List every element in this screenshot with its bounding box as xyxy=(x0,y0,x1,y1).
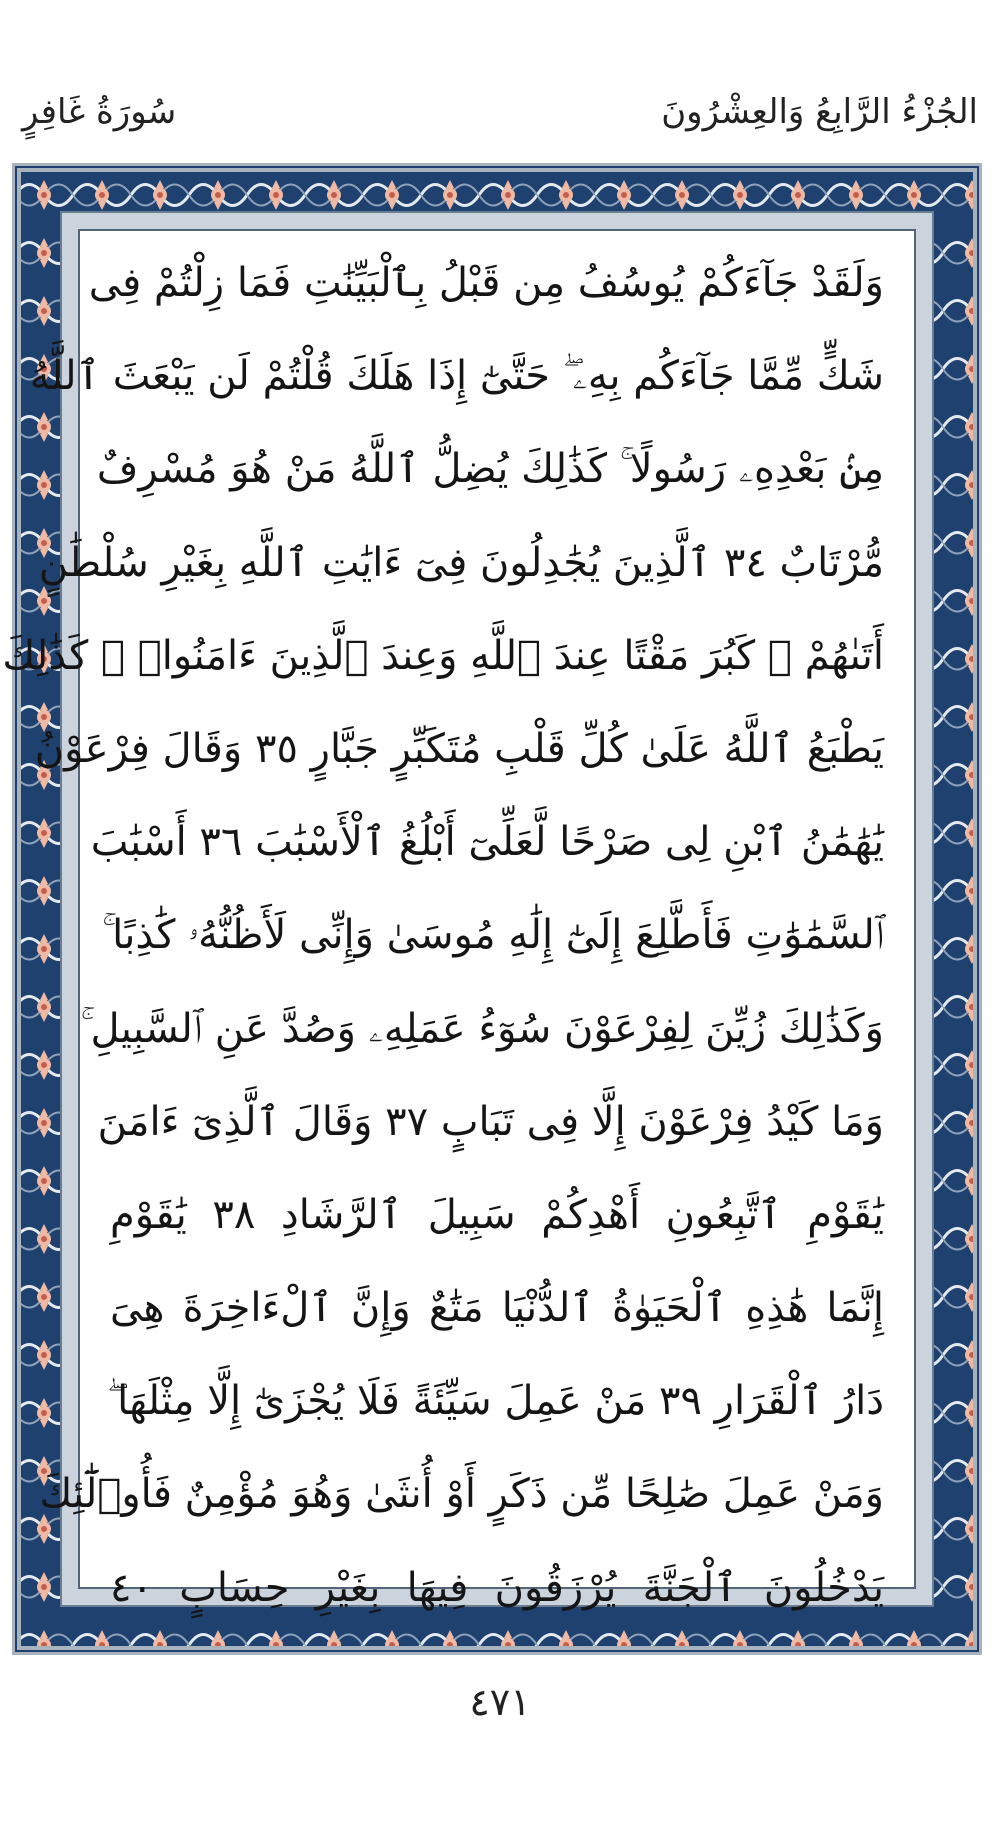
surah-title: سُورَةُ غَافِرٍ xyxy=(22,92,177,132)
verse-line: إِنَّمَا هَٰذِهِ ٱلْحَيَوٰةُ ٱلدُّنْيَا مَتَٰعٌ وَإِنَّ ٱلْءَاخِرَةَ هِىَ xyxy=(110,1285,884,1332)
page-header xyxy=(0,0,1000,160)
text-panel xyxy=(2,229,916,1611)
verse-line: وَمَنْ عَمِلَ صَٰلِحًا مِّن ذَكَرٍ أَوْ أُنثَىٰ وَهُوَ مُؤْمِنٌ فَأُو۟لَٰٓئِكَ xyxy=(39,1471,884,1518)
verse-line: يَطْبَعُ ٱللَّهُ عَلَىٰ كُلِّ قَلْبِ مُتَكَبِّرٍ جَبَّارٍ ٣٥ وَقَالَ فِرْعَوْنُ xyxy=(34,725,884,772)
ornamental-frame xyxy=(2,163,982,1655)
verse-lines xyxy=(2,237,885,1611)
verse-line: أَتَىٰهُمْ ۖ كَبُرَ مَقْتًا عِندَ ٱللَّهِ وَعِندَ ٱلَّذِينَ ءَامَنُوا۟ ۚ كَذَٰلِكَ xyxy=(2,632,884,679)
verse-line: يَٰقَوْمِ ٱتَّبِعُونِ أَهْدِكُمْ سَبِيلَ ٱلرَّشَادِ ٣٨ يَٰقَوْمِ xyxy=(110,1191,885,1238)
verse-line: مِنۢ بَعْدِهِۦ رَسُولًا ۚ كَذَٰلِكَ يُضِلُّ ٱللَّهُ مَنْ هُوَ مُسْرِفٌ xyxy=(96,446,884,493)
verse-line: يَٰهَٰمَٰنُ ٱبْنِ لِى صَرْحًا لَّعَلِّىٓ أَبْلُغُ ٱلْأَسْبَٰبَ ٣٦ أَسْبَٰبَ xyxy=(90,819,884,866)
verse-line: وَمَا كَيْدُ فِرْعَوْنَ إِلَّا فِى تَبَابٍ ٣٧ وَقَالَ ٱلَّذِىٓ ءَامَنَ xyxy=(97,1098,884,1145)
juz-title: الجُزْءُ الرَّابِعُ وَالعِشْرُونَ xyxy=(661,92,978,132)
verse-line: شَكٍّ مِّمَّا جَآءَكُم بِهِۦ ۖ حَتَّىٰٓ إِذَا هَلَكَ قُلْتُمْ لَن يَبْعَثَ ٱللَّهُ xyxy=(29,353,884,400)
verse-line: ٱلسَّمَٰوَٰتِ فَأَطَّلِعَ إِلَىٰٓ إِلَٰهِ مُوسَىٰ وَإِنِّى لَأَظُنُّهُۥ كَٰذِبًا ۚ xyxy=(102,912,884,959)
verse-line: وَلَقَدْ جَآءَكُمْ يُوسُفُ مِن قَبْلُ بِٱلْبَيِّنَٰتِ فَمَا زِلْتُمْ فِى xyxy=(88,260,884,306)
page-number: ٤٧١ xyxy=(469,1680,531,1724)
verse-line: مُّرْتَابٌ ٣٤ ٱلَّذِينَ يُجَٰدِلُونَ فِىٓ ءَايَٰتِ ٱللَّهِ بِغَيْرِ سُلْطَٰنٍ xyxy=(38,539,884,586)
verse-line: وَكَذَٰلِكَ زُيِّنَ لِفِرْعَوْنَ سُوٓءُ عَمَلِهِۦ وَصُدَّ عَنِ ٱلسَّبِيلِ ۚ xyxy=(80,1005,884,1052)
verse-line: دَارُ ٱلْقَرَارِ ٣٩ مَنْ عَمِلَ سَيِّئَةً فَلَا يُجْزَىٰٓ إِلَّا مِثْلَهَا ۖ xyxy=(107,1378,884,1425)
verse-line: يَدْخُلُونَ ٱلْجَنَّةَ يُرْزَقُونَ فِيهَا بِغَيْرِ حِسَابٍ ٤٠ xyxy=(110,1564,884,1611)
